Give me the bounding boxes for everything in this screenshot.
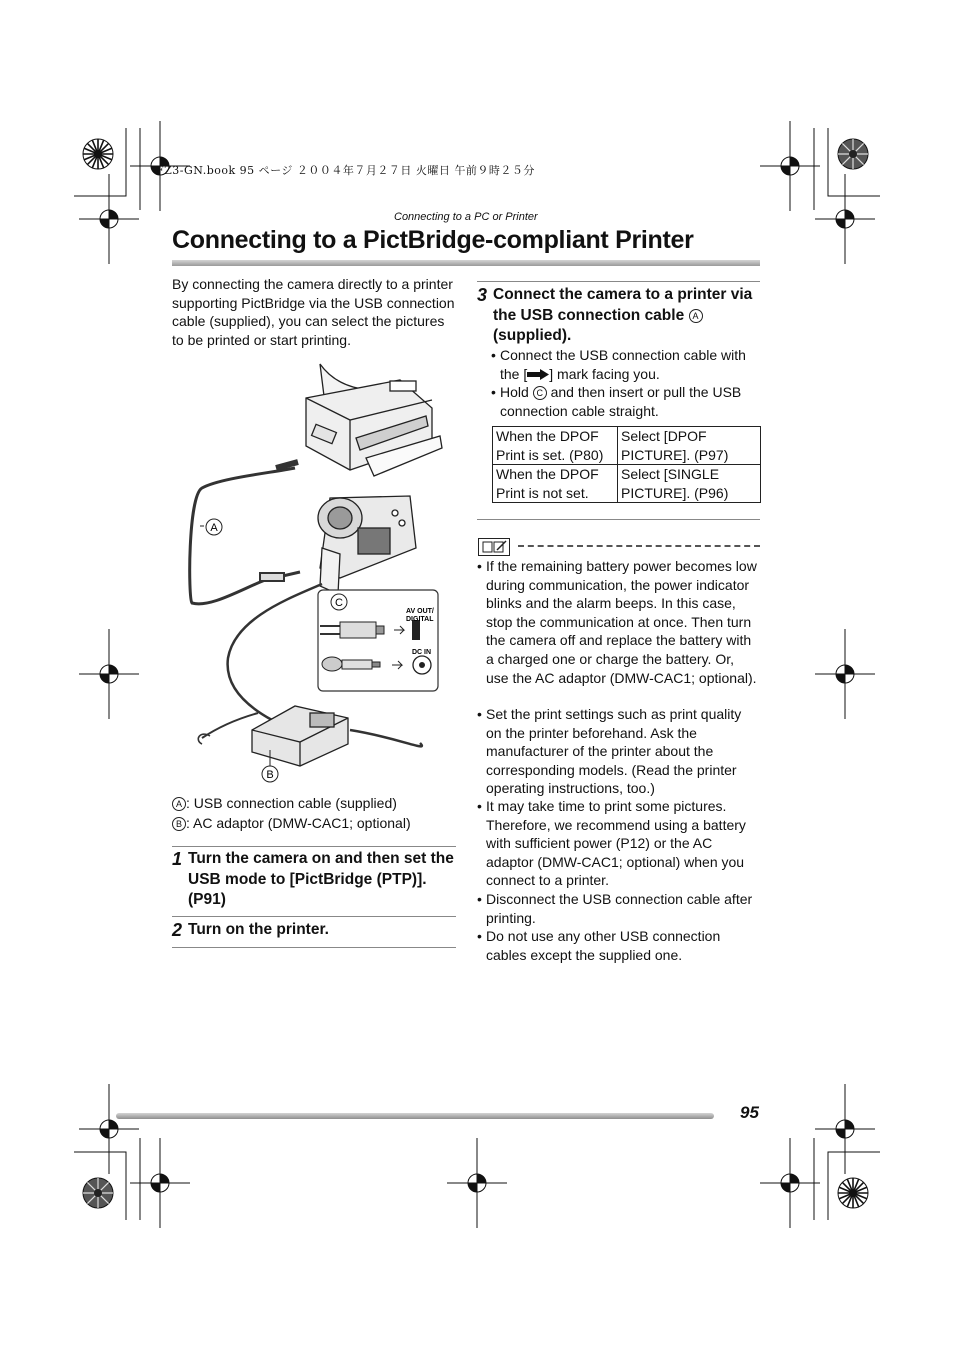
step-2: 2 Turn on the printer. (172, 920, 329, 940)
caption-a: A : USB connection cable (supplied) (172, 795, 397, 811)
title-rule (172, 260, 760, 266)
intro-paragraph: By connecting the camera directly to a printer supporting PictBridge via the USB connection cable (supplied), you can select the pictures to be printed or start printing. (172, 276, 455, 348)
registration-sun-icon (838, 139, 868, 169)
caption-b: B : AC adaptor (DMW-CAC1; optional) (172, 815, 411, 831)
registration-sun-icon (838, 1178, 868, 1208)
table-cell: Select [SINGLE PICTURE]. (P96) (618, 465, 761, 503)
connection-illustration (180, 358, 460, 788)
divider (477, 281, 760, 282)
usb-plug-arrow-icon (527, 369, 549, 380)
ac-adaptor-illustration (252, 706, 348, 766)
registration-sun-icon (83, 1178, 113, 1208)
table-cell: When the DPOF Print is set. (P80) (493, 427, 618, 465)
footer-bar (116, 1113, 714, 1119)
note-item: • Disconnect the USB connection cable after printing. (477, 891, 753, 926)
step3-bullet: • Hold C and then insert or pull the USB connection cable straight. (491, 384, 742, 419)
callout-b: B (266, 769, 274, 781)
note-item: • If the remaining battery power becomes low during communication, the power indicator blinks and the alarm beeps. In this case, stop the communication at once. Then turn the camera off and replace the battery with a charged one or charge the battery. Or, use the AC adaptor (DMW-CAC1; optional). (477, 558, 757, 686)
table-cell: Select [DPOF PICTURE]. (P97) (618, 427, 761, 465)
print-header: FZ3-GN.book 95 ページ ２００４年７月２７日 火曜日 午前９時２５分 (156, 164, 535, 177)
usb-cable-illustration (190, 462, 300, 604)
step-1: 1 Turn the camera on and then set the USB mode to [PictBridge (PTP)]. (P91) (172, 849, 454, 908)
table-cell: When the DPOF Print is not set. (493, 465, 618, 503)
printer-illustration (306, 364, 442, 476)
page-title: Connecting to a PictBridge-compliant Printer (172, 226, 694, 254)
note-item: • Do not use any other USB connection cables except the supplied one. (477, 928, 721, 963)
note-icon (478, 538, 510, 556)
table-row (493, 427, 761, 465)
note-item: • Set the print settings such as print quality on the printer beforehand. Ask the manufacturer of the printer about the corresponding models. (Read the printer operating instructions, too.) (477, 706, 742, 797)
step-3: 3 Connect the camera to a printer via the USB connection cable A (supplied). (477, 285, 753, 344)
divider (172, 947, 456, 948)
section-header: Connecting to a PC or Printer (394, 211, 538, 223)
step3-bullet: • Connect the USB connection cable with the [ ] mark facing you. (491, 347, 746, 382)
inset-label-dc-in: DC IN (412, 649, 432, 656)
camera-illustration (318, 496, 416, 594)
divider (172, 846, 456, 847)
callout-c: C (335, 597, 343, 609)
note-item: • It may take time to print some pictures. Therefore, we recommend using a battery with sufficient power (P12) or the AC adaptor (DMW-CAC1; optional) when you connect to a printer. (477, 798, 746, 889)
divider (477, 519, 760, 520)
inset-label-av-out: AV OUT/ (406, 608, 434, 615)
callout-a: A (210, 522, 218, 534)
page-number: 95 (740, 1103, 759, 1122)
table-row (493, 465, 761, 503)
note-dashed-rule (518, 545, 760, 547)
registration-sun-icon (83, 139, 113, 169)
inset-label-digital: DIGITAL (406, 616, 434, 623)
dpof-table (492, 426, 761, 503)
divider (172, 916, 456, 917)
